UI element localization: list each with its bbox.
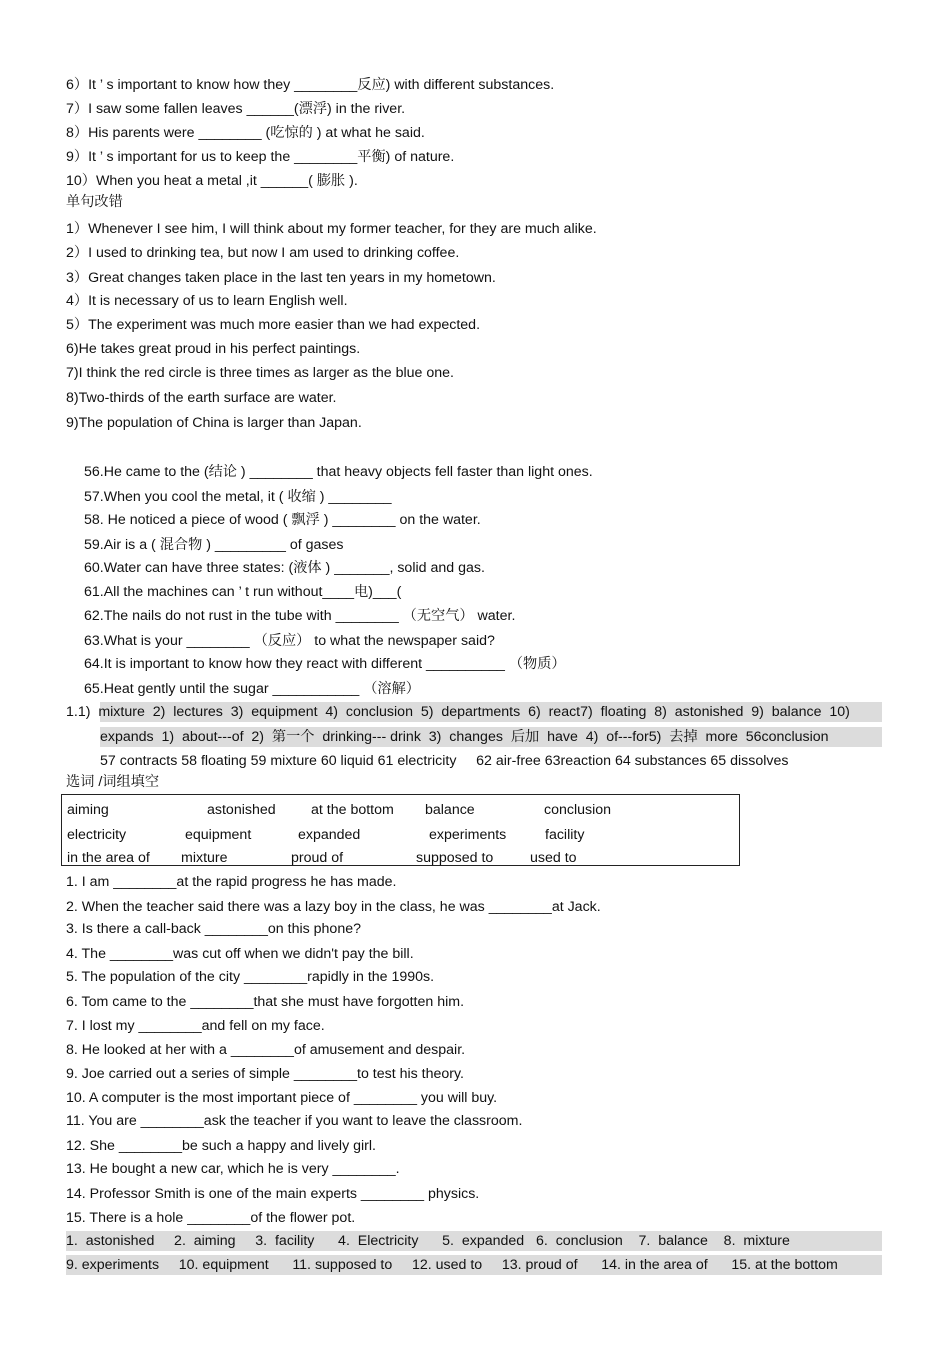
answer-key-line: expands 1) about---of 2) 第一个 drinking--- drink 3) changes 后加 have 4) of---for5) 去掉 more 56conclusion: [100, 729, 829, 745]
word-bank-item: electricity: [67, 827, 127, 843]
correction-line: 4）It is necessary of us to learn English well.: [66, 293, 348, 309]
fill-line: 2. When the teacher said there was a lazy boy in the class, he was ________at Jack.: [66, 899, 601, 915]
word-bank-item: experiments: [429, 827, 507, 843]
section-heading-correction: 单句改错: [66, 194, 123, 210]
word-bank-item: at the bottom: [311, 802, 394, 818]
fill-line: 7. I lost my ________and fell on my face.: [66, 1018, 325, 1034]
fill-line: 15. There is a hole ________of the flower pot.: [66, 1210, 356, 1226]
fill-line: 9. Joe carried out a series of simple ________to test his theory.: [66, 1066, 464, 1082]
correction-line: 3）Great changes taken place in the last ten years in my hometown.: [66, 270, 496, 286]
answer-key-line: 1.1) mixture 2) lectures 3) equipment 4) conclusion 5) departments 6) react7) floating 8) astonished 9) balance 10): [66, 704, 850, 720]
correction-line: 7)I think the red circle is three times as larger as the blue one.: [66, 365, 454, 381]
word-bank-box: [61, 794, 740, 866]
numbered-line: 62.The nails do not rust in the tube with ________ （无空气） water.: [84, 608, 516, 624]
fill-line: 6. Tom came to the ________that she must have forgotten him.: [66, 994, 465, 1010]
section-heading-wordbank: 选词 /词组填空: [66, 774, 160, 790]
word-bank-item: aiming: [67, 802, 109, 818]
numbered-line: 65.Heat gently until the sugar ___________ （溶解）: [84, 681, 420, 697]
answer-key-line: 57 contracts 58 floating 59 mixture 60 liquid 61 electricity 62 air-free 63reaction 64 substances 65 dissolves: [100, 753, 789, 769]
fill-line: 3. Is there a call-back ________on this phone?: [66, 921, 361, 937]
correction-line: 8)Two-thirds of the earth surface are water.: [66, 390, 337, 406]
answer-key-line: 9. experiments 10. equipment 11. supposed to 12. used to 13. proud of 14. in the area of 15. at the bottom: [66, 1257, 838, 1273]
correction-line: 9)The population of China is larger than Japan.: [66, 415, 362, 431]
numbered-line: 57.When you cool the metal, it ( 收缩 ) ________: [84, 489, 392, 505]
fill-line: 13. He bought a new car, which he is very ________.: [66, 1161, 400, 1177]
word-bank-item: supposed to: [416, 850, 494, 866]
numbered-line: 60.Water can have three states: (液体 ) _______, solid and gas.: [84, 560, 485, 576]
numbered-line: 63.What is your ________ （反应） to what the newspaper said?: [84, 633, 495, 649]
word-bank-item: equipment: [185, 827, 252, 843]
numbered-line: 59.Air is a ( 混合物 ) _________ of gases: [84, 537, 344, 553]
exercise-line: 7）I saw some fallen leaves ______(漂浮) in the river.: [66, 101, 406, 117]
numbered-line: 58. He noticed a piece of wood ( 飘浮 ) ________ on the water.: [84, 512, 481, 528]
numbered-line: 64.It is important to know how they react with different __________ （物质）: [84, 656, 566, 672]
correction-line: 1）Whenever I see him, I will think about my former teacher, for they are much alike.: [66, 221, 597, 237]
word-bank-item: proud of: [291, 850, 344, 866]
word-bank-item: mixture: [181, 850, 228, 866]
fill-line: 12. She ________be such a happy and lively girl.: [66, 1138, 376, 1154]
word-bank-item: facility: [545, 827, 585, 843]
exercise-line: 6）It ’ s important to know how they ________反应) with different substances.: [66, 77, 555, 93]
word-bank-item: expanded: [298, 827, 361, 843]
fill-line: 5. The population of the city ________rapidly in the 1990s.: [66, 969, 435, 985]
correction-line: 6)He takes great proud in his perfect paintings.: [66, 341, 361, 357]
exercise-line: 8）His parents were ________ (吃惊的 ) at what he said.: [66, 125, 425, 141]
word-bank-item: in the area of: [67, 850, 150, 866]
word-bank-item: balance: [425, 802, 475, 818]
correction-line: 2）I used to drinking tea, but now I am used to drinking coffee.: [66, 245, 460, 261]
answer-key-line: 1. astonished 2. aiming 3. facility 4. Electricity 5. expanded 6. conclusion 7. balance 8. mixture: [66, 1233, 790, 1249]
fill-line: 8. He looked at her with a ________of amusement and despair.: [66, 1042, 466, 1058]
fill-line: 14. Professor Smith is one of the main experts ________ physics.: [66, 1186, 480, 1202]
exercise-line: 9）It ’ s important for us to keep the ________平衡) of nature.: [66, 149, 455, 165]
correction-line: 5）The experiment was much more easier than we had expected.: [66, 317, 481, 333]
fill-line: 11. You are ________ask the teacher if you want to leave the classroom.: [66, 1113, 523, 1129]
fill-line: 1. I am ________at the rapid progress he has made.: [66, 874, 397, 890]
word-bank-item: used to: [530, 850, 577, 866]
word-bank-item: conclusion: [544, 802, 612, 818]
fill-line: 10. A computer is the most important piece of ________ you will buy.: [66, 1090, 498, 1106]
word-bank-item: astonished: [207, 802, 276, 818]
exercise-line: 10）When you heat a metal ,it ______( 膨胀 ).: [66, 173, 358, 189]
numbered-line: 56.He came to the (结论 ) ________ that heavy objects fell faster than light ones.: [84, 464, 593, 480]
fill-line: 4. The ________was cut off when we didn't pay the bill.: [66, 946, 414, 962]
numbered-line: 61.All the machines can ’ t run without____电)___(: [84, 584, 402, 600]
